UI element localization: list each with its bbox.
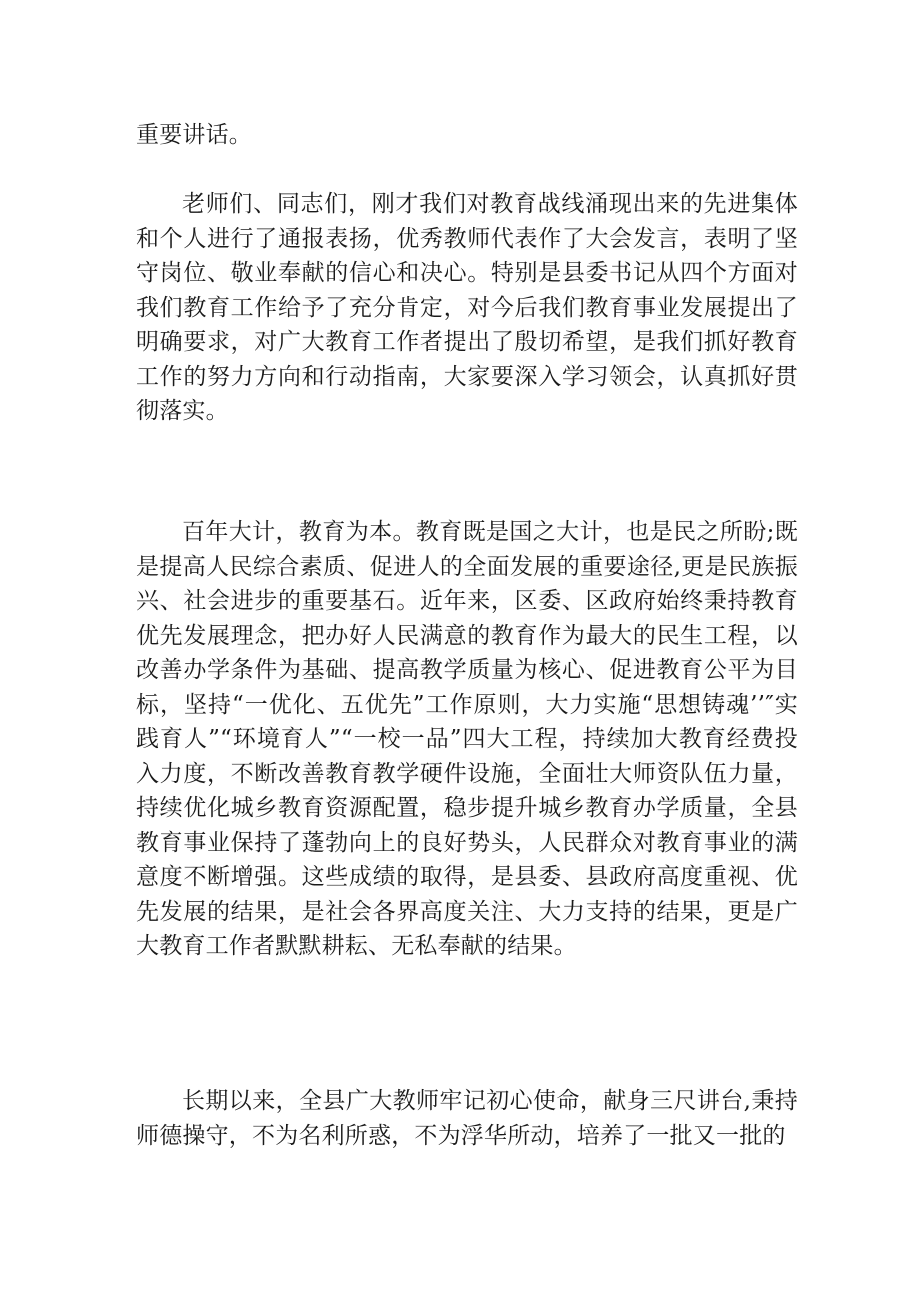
paragraph-continuation: 重要讲话。 (136, 122, 252, 148)
paragraph-teachers-dedication: 长期以来，全县广大教师牢记初心使命，献身三尺讲台,秉持师德操守，不为名利所惑，不为浮华所动，培养了一批又一批的 (136, 1088, 798, 1149)
paragraph-opening-remarks: 老师们、同志们，刚才我们对教育战线涌现出来的先进集体和个人进行了通报表扬，优秀教师代表作了大会发言，表明了坚守岗位、敬业奉献的信心和决心。特别是县委书记从四个方面对我们教育工作给予了充分肯定，对今后我们教育事业发展提出了明确要求，对广大教育工作者提出了殷切希望，是我们抓好教育工作的努力方向和行动指南，大家要深入学习领会，认真抓好贯彻落实。 (136, 191, 798, 424)
paragraph-education-achievements: 百年大计，教育为本。教育既是国之大计，也是民之所盼;既是提高人民综合素质、促进人的全面发展的重要途径,更是民族振兴、社会进步的重要基石。近年来，区委、区政府始终秉持教育优先发展理念，把办好人民满意的教育作为最大的民生工程，以改善办学条件为基础、提高教学质量为核心、促进教育公平为目标，坚持“一优化、五优先”工作原则，大力实施“思想铸魂’’″实践育人”“环境育人”“一校一品”四大工程，持续加大教育经费投入力度，不断改善教育教学硬件设施，全面壮大师资队伍力量，持续优化城乡教育资源配置，稳步提升城乡教育办学质量，全县教育事业保持了蓬勃向上的良好势头，人民群众对教育事业的满意度不断增强。这些成绩的取得，是县委、县政府高度重视、优先发展的结果，是社会各界高度关注、大力支持的结果，更是广大教育工作者默默耕耘、无私奉献的结果。 (136, 519, 798, 959)
